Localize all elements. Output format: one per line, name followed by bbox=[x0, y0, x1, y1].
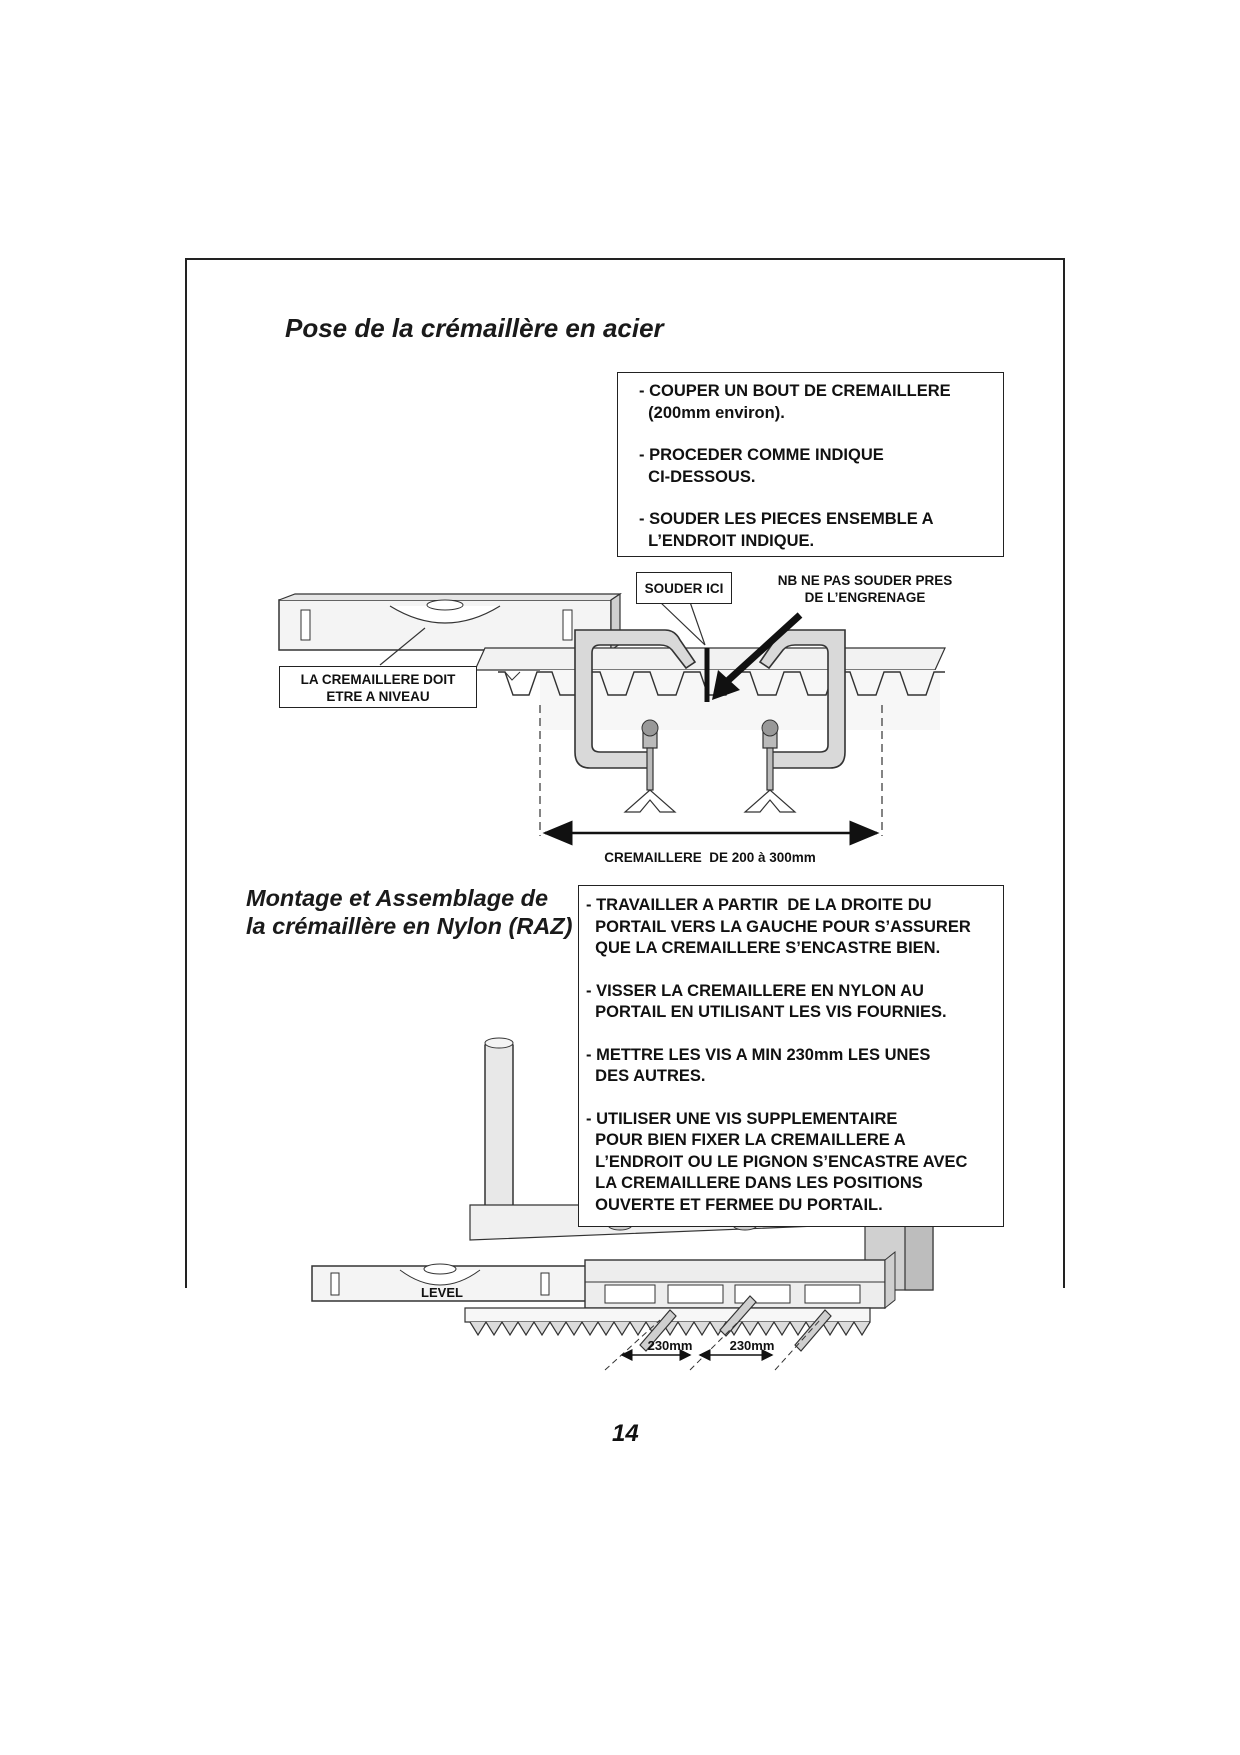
level-note-label: LA CREMAILLERE DOIT ETRE A NIVEAU bbox=[279, 666, 477, 708]
section1-instruction-3: - SOUDER LES PIECES ENSEMBLE A L’ENDROIT INDIQUE. bbox=[639, 510, 934, 550]
steel-rack bbox=[475, 648, 945, 730]
section1-instruction-2: - PROCEDER COMME INDIQUE CI-DESSOUS. bbox=[639, 446, 884, 486]
section2-instruction-4: - UTILISER UNE VIS SUPPLEMENTAIRE POUR BIEN FIXER LA CREMAILLERE A L’ENDROIT OU LE PIGNON S’ENCASTRE AVEC LA CREMAILLERE DANS LES POSITIONS OUVERTE ET FERMEE DU PORTAIL. bbox=[586, 1109, 968, 1214]
section2-instructions-box bbox=[578, 885, 1004, 1227]
section2-title: Montage et Assemblage de la crémaillère en Nylon (RAZ) bbox=[246, 885, 573, 939]
spacing-label-1: 230mm bbox=[647, 1338, 693, 1353]
section1-title: Pose de la crémaillère en acier bbox=[285, 313, 664, 343]
no-weld-note: NB NE PAS SOUDER PRES DE L’ENGRENAGE bbox=[777, 573, 953, 605]
spacing-label-2: 230mm bbox=[729, 1338, 775, 1353]
gate-post bbox=[485, 1038, 513, 1225]
section2-instruction-2: - VISSER LA CREMAILLERE EN NYLON AU PORTAIL EN UTILISANT LES VIS FOURNIES. bbox=[586, 981, 947, 1021]
page-number: 14 bbox=[612, 1420, 639, 1447]
weld-here-label: SOUDER ICI bbox=[636, 572, 732, 604]
rack-length-label: CREMAILLERE DE 200 à 300mm bbox=[604, 850, 816, 865]
section2-instruction-3: - METTRE LES VIS A MIN 230mm LES UNES DES AUTRES. bbox=[586, 1045, 931, 1085]
section2-instruction-1: - TRAVAILLER A PARTIR DE LA DROITE DU PORTAIL VERS LA GAUCHE POUR S’ASSURER QUE LA CREMAILLERE S’ENCASTRE BIEN. bbox=[586, 896, 971, 957]
level-tool-label: LEVEL bbox=[421, 1285, 463, 1300]
section1-instruction-1: - COUPER UN BOUT DE CREMAILLERE (200mm environ). bbox=[639, 382, 951, 422]
